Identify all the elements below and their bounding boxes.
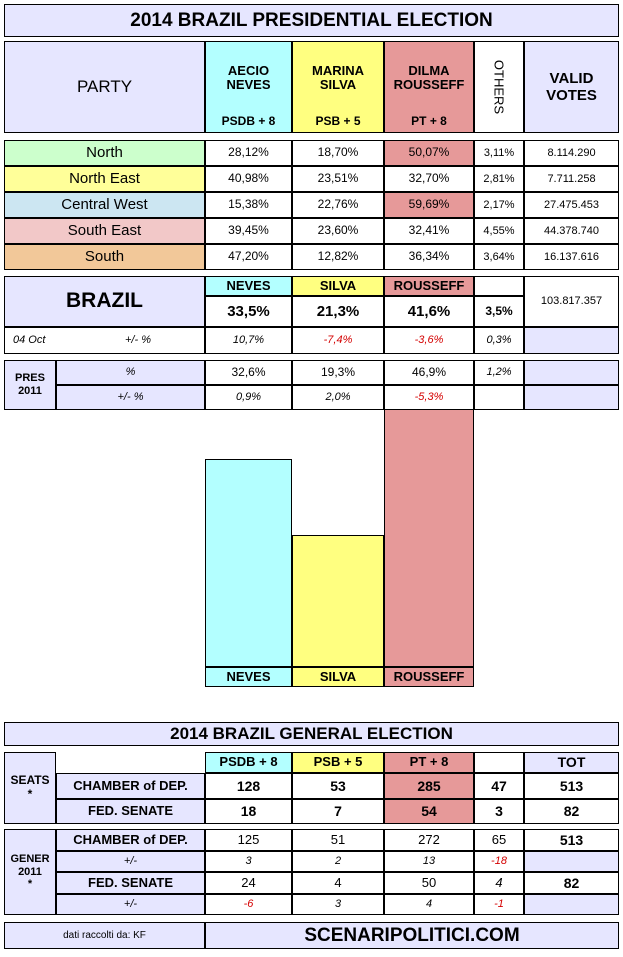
region-north-others: 3,11% [474,140,524,166]
rousseff-name: DILMA ROUSSEFF [393,63,465,93]
rousseff-coalition: PT + 8 [411,114,447,128]
region-north-neves: 28,12% [205,140,292,166]
brazil-neves-value: 33,5% [205,296,292,327]
pres2011-neves-diff: 0,9% [205,385,292,410]
seats-chamber-label: CHAMBER of DEP. [56,773,205,799]
gener-chamber-oth: 65 [474,829,524,851]
gener-senate-pt-diff: 4 [384,894,474,915]
rousseff-header [384,41,474,133]
gener-senate-oth-diff: -1 [474,894,524,915]
gener-senate-psb: 4 [292,872,384,894]
brazil-label: BRAZIL [4,276,205,327]
gener-senate-tot-diff-empty [524,894,619,915]
region-north-east-rousseff: 32,70% [384,166,474,192]
brazil-silva-value: 21,3% [292,296,384,327]
region-south-east-neves: 39,45% [205,218,292,244]
gener-senate-label: FED. SENATE [56,872,205,894]
brazil-rousseff-value: 41,6% [384,296,474,327]
brazil-neves-diff: 10,7% [205,327,292,354]
brazil-rousseff-header: ROUSSEFF [384,276,474,296]
silva-header [292,41,384,133]
general-title: 2014 BRAZIL GENERAL ELECTION [4,722,619,746]
silva-name: MARINA SILVA [312,63,364,93]
footer-source: dati raccolti da: KF [4,922,205,949]
gen-psdb-header: PSDB + 8 [205,752,292,773]
gener-senate-tot: 82 [524,872,619,894]
region-south-east-silva: 23,60% [292,218,384,244]
seats-senate-psdb: 18 [205,799,292,824]
pres2011-label: PRES 2011 [4,360,56,410]
pres2011-others-diff-empty [474,385,524,410]
seats-chamber-tot: 513 [524,773,619,799]
brazil-diff-votes-empty [524,327,619,354]
region-north-name: North [4,140,205,166]
brazil-date: 04 Oct [13,334,46,347]
gener-senate-psdb-diff: -6 [205,894,292,915]
region-south-east-rousseff: 32,41% [384,218,474,244]
region-north-east-silva: 23,51% [292,166,384,192]
region-north-votes: 8.114.290 [524,140,619,166]
seats-chamber-oth: 47 [474,773,524,799]
region-south-east-others: 4,55% [474,218,524,244]
others-label: OTHERS [491,59,507,115]
bar-neves [205,459,292,667]
region-north-silva: 18,70% [292,140,384,166]
gener-chamber-diff-label: +/- [56,851,205,872]
region-central-west-neves: 15,38% [205,192,292,218]
gen-pt-header: PT + 8 [384,752,474,773]
neves-header [205,41,292,133]
region-north-east-name: North East [4,166,205,192]
seats-senate-tot: 82 [524,799,619,824]
brazil-diff-label: +/- % [125,334,151,347]
region-south-rousseff: 36,34% [384,244,474,270]
gen-psb-header: PSB + 5 [292,752,384,773]
gener-senate-diff-label: +/- [56,894,205,915]
silva-coalition: PSB + 5 [315,114,361,128]
page-title: 2014 BRAZIL PRESIDENTIAL ELECTION [4,4,619,37]
pres2011-diff-votes-empty [524,385,619,410]
gen-tot-header: TOT [524,752,619,773]
brazil-others-value: 3,5% [474,296,524,327]
gener-chamber-pt-diff: 13 [384,851,474,872]
brazil-others-diff: 0,3% [474,327,524,354]
pres2011-rousseff-diff: -5,3% [384,385,474,410]
region-north-east-others: 2,81% [474,166,524,192]
region-south-east-name: South East [4,218,205,244]
brazil-silva-header: SILVA [292,276,384,296]
gener-chamber-psdb-diff: 3 [205,851,292,872]
bar-label-neves: NEVES [205,667,292,687]
seats-senate-pt: 54 [384,799,474,824]
region-south-silva: 12,82% [292,244,384,270]
gener-senate-pt: 50 [384,872,474,894]
region-south-neves: 47,20% [205,244,292,270]
region-north-east-neves: 40,98% [205,166,292,192]
gener-chamber-pt: 272 [384,829,474,851]
gener-senate-oth: 4 [474,872,524,894]
gener-chamber-tot-diff-empty [524,851,619,872]
gener-chamber-oth-diff: -18 [474,851,524,872]
seats-chamber-pt: 285 [384,773,474,799]
gener-chamber-psb-diff: 2 [292,851,384,872]
bar-label-rousseff: ROUSSEFF [384,667,474,687]
region-central-west-rousseff: 59,69% [384,192,474,218]
seats-senate-label: FED. SENATE [56,799,205,824]
brazil-valid-votes: 103.817.357 [524,276,619,327]
region-south-name: South [4,244,205,270]
region-north-east-votes: 7.711.258 [524,166,619,192]
pres2011-pct-label: % [56,360,205,385]
brazil-silva-diff: -7,4% [292,327,384,354]
region-south-east-votes: 44.378.740 [524,218,619,244]
seats-senate-oth: 3 [474,799,524,824]
seats-label: SEATS * [4,752,56,824]
bar-rousseff [384,409,474,667]
pres2011-votes-empty [524,360,619,385]
others-header [474,41,524,133]
pres2011-neves: 32,6% [205,360,292,385]
region-central-west-name: Central West [4,192,205,218]
pres2011-pm-label: +/- % [56,385,205,410]
gener-senate-psdb: 24 [205,872,292,894]
neves-name: AECIO NEVES [226,63,271,93]
region-north-rousseff: 50,07% [384,140,474,166]
gener-chamber-label: CHAMBER of DEP. [56,829,205,851]
gener-chamber-tot: 513 [524,829,619,851]
gener-chamber-psdb: 125 [205,829,292,851]
gener2011-label: GENER 2011 * [4,829,56,915]
region-central-west-votes: 27.475.453 [524,192,619,218]
bar-silva [292,535,384,667]
valid-votes-header: VALID VOTES [524,41,619,133]
pres2011-silva: 19,3% [292,360,384,385]
party-header: PARTY [4,41,205,133]
brazil-others-header [474,276,524,296]
neves-coalition: PSDB + 8 [221,114,276,128]
gener-chamber-psb: 51 [292,829,384,851]
gener-senate-psb-diff: 3 [292,894,384,915]
seats-senate-psb: 7 [292,799,384,824]
footer-brand: SCENARIPOLITICI.COM [205,922,619,949]
pres2011-silva-diff: 2,0% [292,385,384,410]
bar-label-silva: SILVA [292,667,384,687]
gen-oth-header [474,752,524,773]
pres2011-rousseff: 46,9% [384,360,474,385]
brazil-diff-row-label [4,327,205,354]
brazil-neves-header: NEVES [205,276,292,296]
pres2011-others: 1,2% [474,360,524,385]
seats-chamber-psb: 53 [292,773,384,799]
region-central-west-others: 2,17% [474,192,524,218]
brazil-rousseff-diff: -3,6% [384,327,474,354]
seats-chamber-psdb: 128 [205,773,292,799]
region-central-west-silva: 22,76% [292,192,384,218]
region-south-others: 3,64% [474,244,524,270]
region-south-votes: 16.137.616 [524,244,619,270]
